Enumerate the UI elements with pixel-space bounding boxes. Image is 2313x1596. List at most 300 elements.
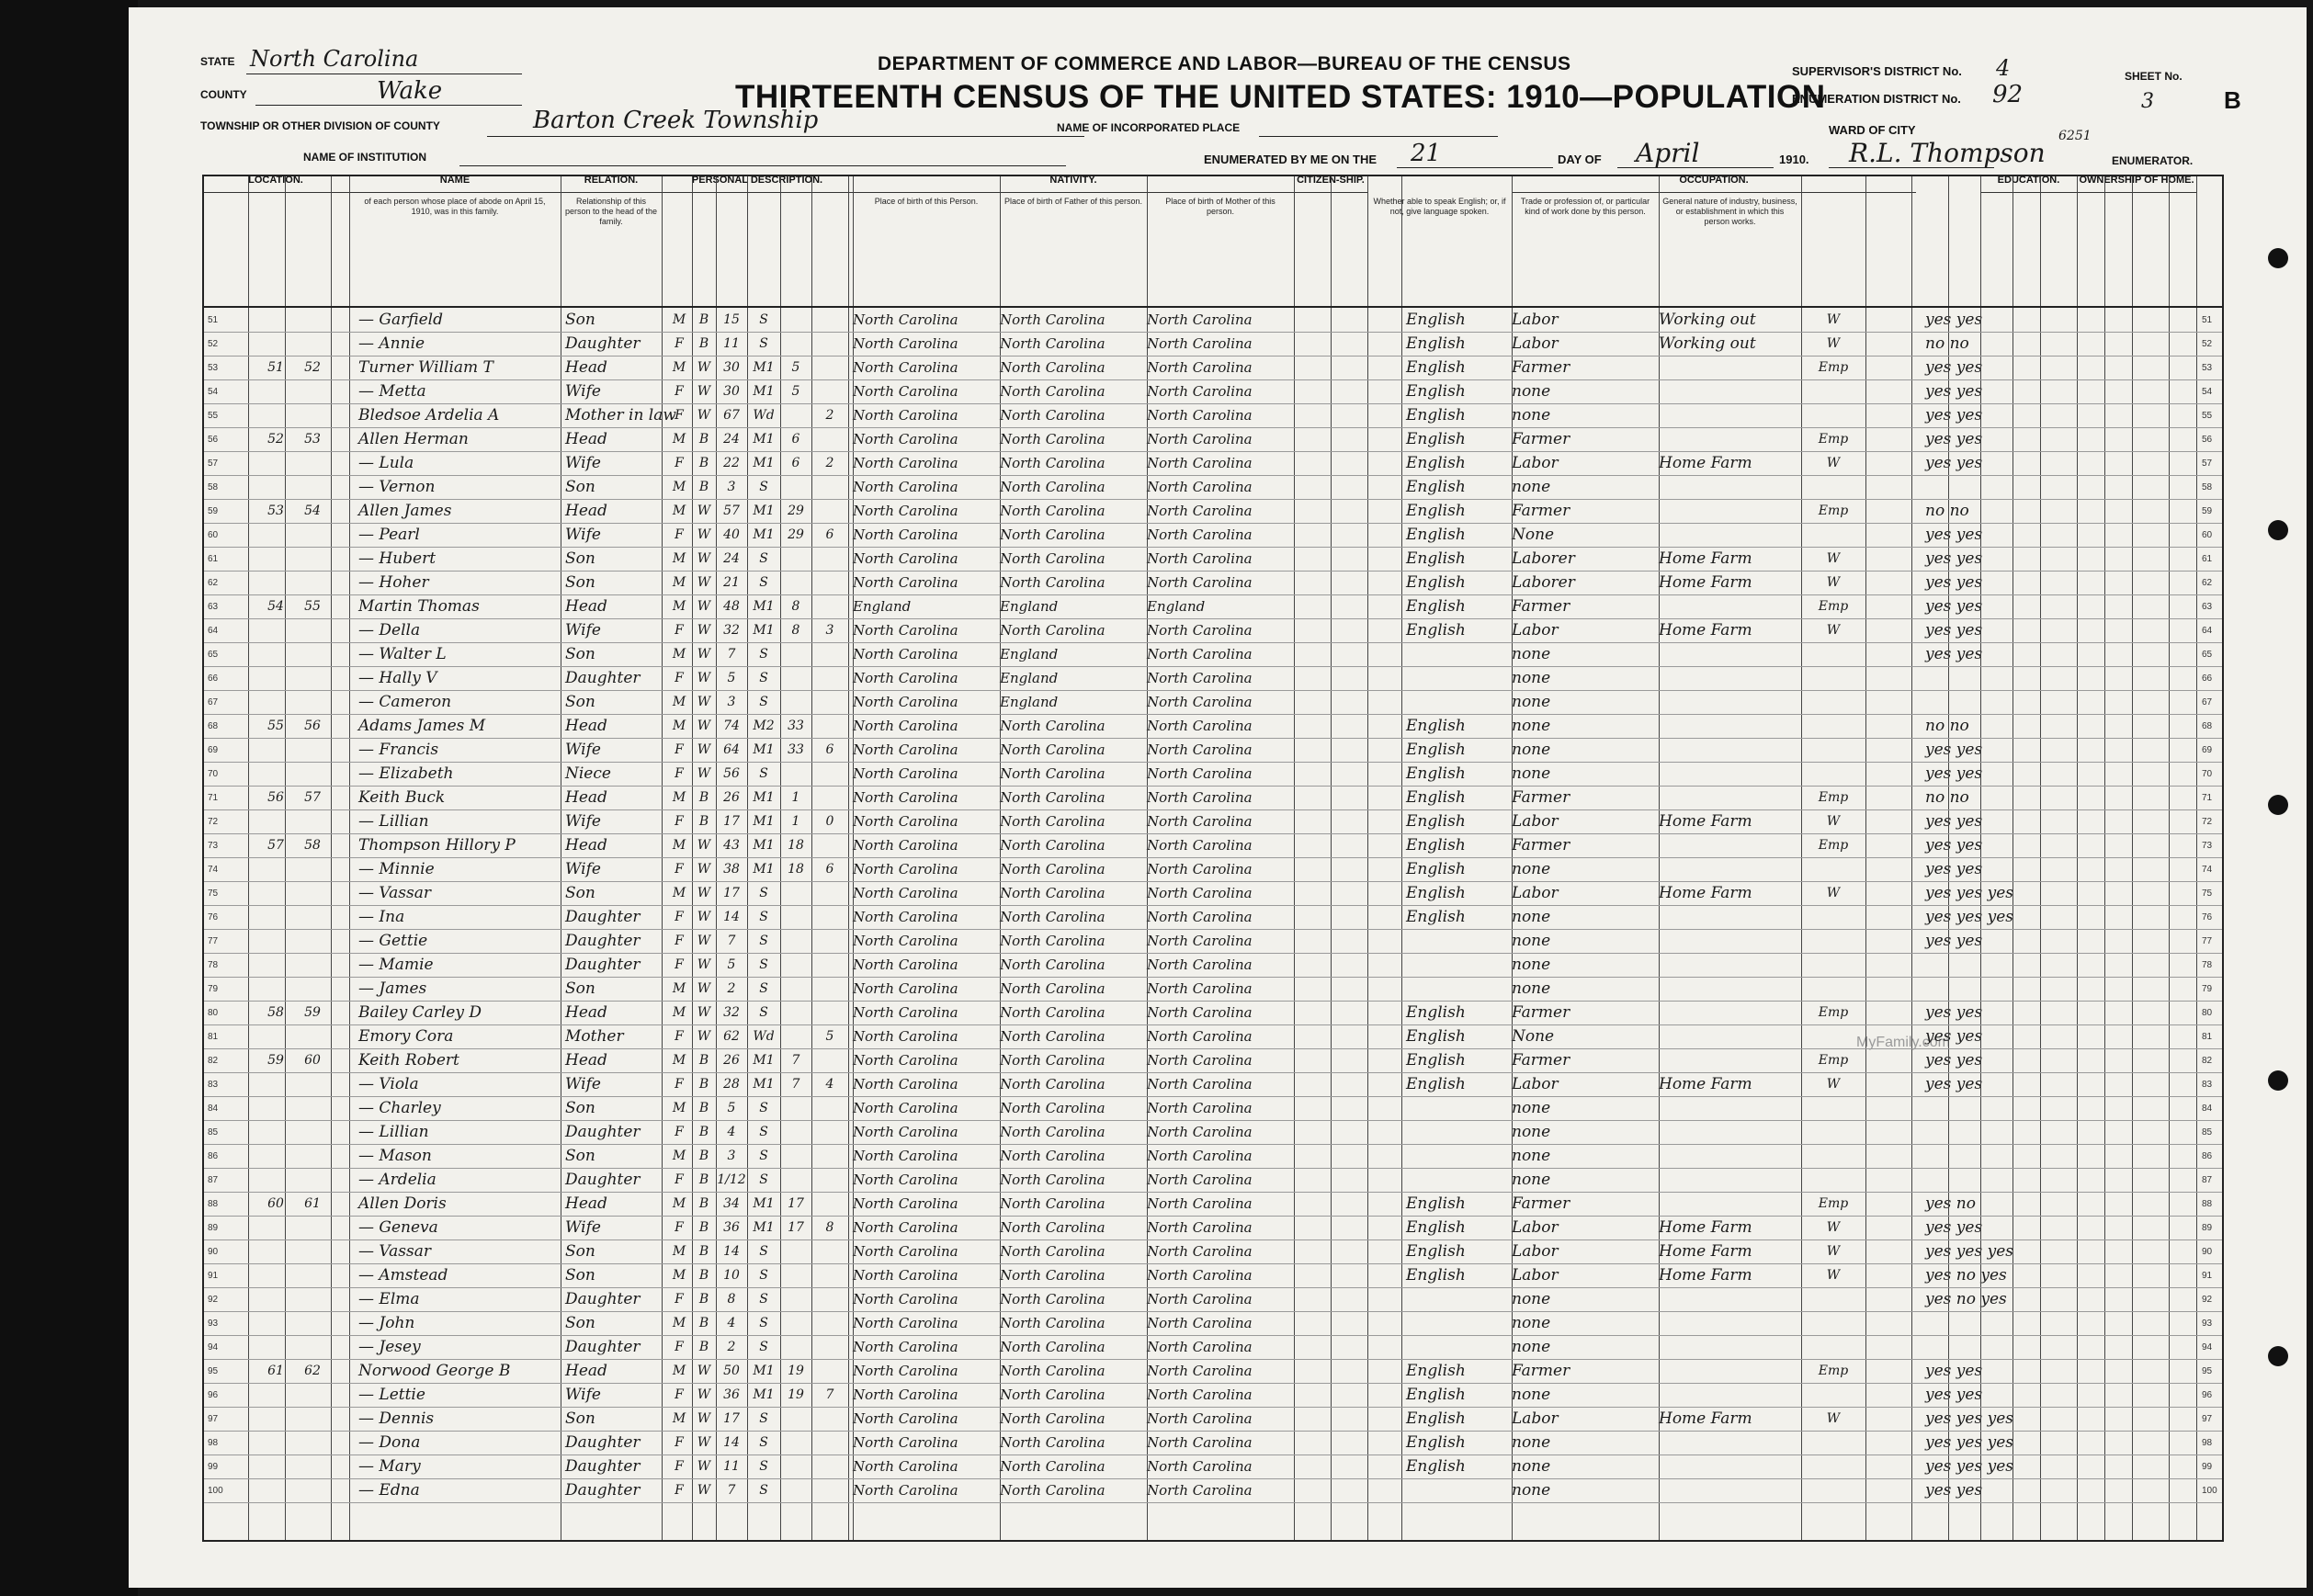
cell-name: Thompson Hillory P [358,836,516,855]
cell-yrs: 33 [788,719,804,733]
cell-race: B [698,1316,709,1330]
cell-race: W [697,504,711,518]
cell-race: W [697,1005,711,1020]
cell-race: W [697,719,711,733]
cell-dw [257,1144,294,1168]
cell-ch [811,547,848,571]
cell-age: 3 [727,480,736,494]
cell-trade: none [1512,1123,1551,1141]
cell-fam [294,953,331,977]
table-row [202,1144,2224,1168]
cell-dw [257,1120,294,1144]
cell-name: Keith Robert [358,1051,459,1070]
cell-race: B [698,814,709,829]
cell-fam [294,738,331,762]
cell-race: W [697,527,711,542]
cell-bp: North Carolina [853,455,958,471]
row-number: 92 [208,1295,219,1305]
row-rule [202,857,2224,858]
cell-age: 5 [727,671,736,685]
cell-emp: W [1826,886,1841,900]
cell-race: W [697,1411,711,1426]
cell-name: — Lillian [358,812,429,831]
cell-bf: North Carolina [1000,1004,1105,1021]
row-number: 76 [208,912,219,923]
cell-bm: North Carolina [1147,1410,1253,1427]
cell-ind [1659,1168,1797,1192]
cell-bp: North Carolina [853,885,958,901]
cell-yrs: 6 [791,456,800,470]
cell-bf: England [1000,598,1059,615]
row-rule [202,1001,2224,1002]
row-rule [202,786,2224,787]
cell-bm: North Carolina [1147,1100,1253,1116]
row-number: 93 [2202,1319,2213,1329]
row-rule [202,833,2224,834]
cell-name: Allen Doris [358,1194,447,1213]
cell-emp: W [1826,575,1841,590]
cell-age: 14 [723,910,740,924]
cell-edu: yes yes [1925,812,1983,831]
cell-fam [294,1144,331,1168]
cell-sex: F [675,1220,684,1235]
cell-lang [1406,1311,1512,1335]
cell-ch [811,1096,848,1120]
table-row [202,1287,2224,1311]
cell-emp [1806,523,1861,547]
cell-trade: none [1512,979,1551,998]
cell-mar: M1 [753,790,775,805]
cell-emp [1806,929,1861,953]
cell-ind: Home Farm [1659,454,1752,472]
cell-rel: Head [565,717,607,735]
cell-name: — Metta [358,382,426,401]
cell-lang: English [1406,788,1466,807]
sheet-value: 3 [2141,90,2154,113]
cell-emp: Emp [1818,599,1849,614]
cell-rel: Mother in law [565,406,676,424]
cell-sex: M [672,790,686,805]
column-group-header: PERSONAL DESCRIPTION. [662,175,853,193]
cell-name: — Della [358,621,421,640]
cell-fam [294,881,331,905]
table-row [202,1407,2224,1431]
cell-rel: Head [565,358,607,377]
cell-name: — Ardelia [358,1171,437,1189]
cell-ch [811,1407,848,1431]
cell-mar: S [759,551,768,566]
cell-ch [811,786,848,809]
row-number: 55 [2202,411,2213,421]
cell-bm: North Carolina [1147,1004,1253,1021]
cell-fam [294,1478,331,1502]
cell-sex: M [672,838,686,853]
row-number: 91 [2202,1271,2213,1281]
cell-emp: W [1826,1268,1841,1283]
cell-bf: North Carolina [1000,1339,1105,1355]
cell-name: — John [358,1314,415,1332]
cell-emp [1806,905,1861,929]
cell-sex: F [675,934,684,948]
cell-race: W [697,384,711,399]
cell-lang: English [1406,764,1466,783]
cell-dw [257,1335,294,1359]
column-group-header: RELATION. [561,175,662,193]
cell-trade: none [1512,406,1551,424]
cell-yrs [780,762,811,786]
cell-ch [811,499,848,523]
cell-age: 17 [723,814,740,829]
cell-edu: yes yes [1925,549,1983,568]
cell-ind: Working out [1659,334,1756,353]
cell-race: B [698,790,709,805]
row-rule [202,1239,2224,1240]
cell-ind: Home Farm [1659,1075,1752,1093]
cell-yrs: 17 [788,1196,804,1211]
cell-mar: M1 [753,814,775,829]
cell-mar: S [759,1483,768,1498]
cell-name: Allen James [358,502,452,520]
cell-sex: F [675,336,684,351]
cell-trade: Farmer [1512,358,1570,377]
cell-bm: North Carolina [1147,1076,1253,1092]
row-rule [202,499,2224,500]
cell-age: 38 [723,862,740,877]
cell-rel: Wife [565,1075,601,1093]
cell-rel: Son [565,1242,595,1261]
cell-name: — Mamie [358,956,434,974]
row-number: 72 [208,817,219,827]
cell-emp [1806,642,1861,666]
cell-ch [811,905,848,929]
table-row [202,1455,2224,1478]
cell-dw [257,403,294,427]
cell-age: 24 [723,432,740,447]
cell-fam [294,1072,331,1096]
table-row [202,1072,2224,1096]
cell-bm: North Carolina [1147,1315,1253,1331]
cell-fam [294,1407,331,1431]
cell-bm: England [1147,598,1206,615]
row-number: 96 [208,1390,219,1400]
cell-yrs: 8 [791,599,800,614]
cell-ch: 6 [825,862,834,877]
cell-trade: none [1512,1171,1551,1189]
cell-trade: none [1512,764,1551,783]
cell-race: B [698,336,709,351]
cell-trade: none [1512,860,1551,878]
table-row [202,1359,2224,1383]
cell-bf: North Carolina [1000,718,1105,734]
cell-bm: North Carolina [1147,311,1253,328]
cell-lang [1406,953,1512,977]
column-group-header: NATIVITY. [853,175,1294,193]
cell-ind [1659,1335,1797,1359]
cell-dw: 59 [267,1053,284,1068]
cell-rel: Daughter [565,1338,641,1356]
cell-age: 62 [723,1029,740,1044]
cell-dw [257,1072,294,1096]
cell-name: Bledsoe Ardelia A [358,406,500,424]
row-number: 94 [2202,1342,2213,1353]
cell-rel: Daughter [565,334,641,353]
cell-bm: North Carolina [1147,741,1253,758]
table-row [202,571,2224,594]
cell-bp: North Carolina [853,622,958,639]
cell-rel: Niece [565,764,611,783]
day-of-label: DAY OF [1558,153,1602,166]
cell-dw [257,929,294,953]
cell-bf: North Carolina [1000,526,1105,543]
cell-ch [811,308,848,332]
cell-yrs [780,1120,811,1144]
cell-mar: S [759,1149,768,1163]
cell-bf: North Carolina [1000,359,1105,376]
cell-ind [1659,714,1797,738]
cell-mar: M1 [753,384,775,399]
cell-race: W [697,647,711,662]
cell-lang [1406,642,1512,666]
cell-mar: M1 [753,599,775,614]
row-number: 88 [2202,1199,2213,1209]
cell-emp [1806,1287,1861,1311]
cell-rel: Head [565,1362,607,1380]
cell-mar: S [759,886,768,900]
cell-emp [1806,379,1861,403]
cell-dw: 51 [267,360,284,375]
cell-ind [1659,523,1797,547]
cell-mar: S [759,695,768,709]
cell-bf: North Carolina [1000,1100,1105,1116]
state-label: STATE [200,55,235,68]
cell-ch [811,475,848,499]
cell-rel: Head [565,502,607,520]
cell-yrs [780,977,811,1001]
cell-edu: yes yes [1925,741,1983,759]
row-number: 97 [2202,1414,2213,1424]
cell-lang: English [1406,549,1466,568]
cell-bf: North Carolina [1000,622,1105,639]
cell-trade: none [1512,1433,1551,1452]
row-number: 53 [2202,363,2213,373]
cell-bp: North Carolina [853,431,958,447]
cell-lang: English [1406,406,1466,424]
cell-yrs [780,929,811,953]
cell-ch [811,594,848,618]
cell-bm: North Carolina [1147,1124,1253,1140]
cell-emp: Emp [1818,790,1849,805]
row-rule [202,977,2224,978]
cell-trade: none [1512,1314,1551,1332]
row-number: 57 [2202,458,2213,469]
cell-dw: 56 [267,790,284,805]
table-row [202,1431,2224,1455]
row-number: 68 [208,721,219,731]
row-rule [202,1359,2224,1360]
cell-bp: North Carolina [853,765,958,782]
cell-name: — Vassar [358,884,431,902]
cell-bf: North Carolina [1000,933,1105,949]
table-row [202,547,2224,571]
cell-ind [1659,1359,1797,1383]
cell-bp: North Carolina [853,837,958,854]
cell-age: 40 [723,527,740,542]
cell-fam: 58 [304,838,321,853]
cell-sex: F [675,1435,684,1450]
cell-edu: yes yes [1925,645,1983,663]
cell-lang: English [1406,430,1466,448]
cell-ind [1659,403,1797,427]
cell-sex: M [672,551,686,566]
cell-fam [294,1335,331,1359]
cell-bm: North Carolina [1147,813,1253,830]
row-rule [202,1407,2224,1408]
cell-race: B [698,1292,709,1307]
cell-bp: North Carolina [853,694,958,710]
cell-bm: North Carolina [1147,574,1253,591]
table-row [202,857,2224,881]
cell-lang: English [1406,1409,1466,1428]
cell-mar: S [759,957,768,972]
cell-name: — Elizabeth [358,764,454,783]
cell-fam [294,1383,331,1407]
cell-ind: Home Farm [1659,884,1752,902]
cell-age: 11 [723,336,740,351]
cell-ch [811,1192,848,1216]
binding-hole [2268,795,2288,815]
cell-age: 36 [723,1387,740,1402]
cell-trade: Labor [1512,1218,1559,1237]
cell-fam [294,475,331,499]
cell-race: W [697,1387,711,1402]
cell-ind [1659,833,1797,857]
cell-lang: English [1406,1386,1466,1404]
row-number: 64 [2202,626,2213,636]
cell-ind [1659,1024,1797,1048]
cell-bm: North Carolina [1147,1482,1253,1499]
cell-fam [294,1168,331,1192]
cell-bm: North Carolina [1147,335,1253,352]
cell-dw [257,523,294,547]
cell-yrs [780,547,811,571]
row-rule [202,356,2224,357]
table-row [202,523,2224,547]
cell-bp: North Carolina [853,1243,958,1260]
cell-bp: North Carolina [853,1172,958,1188]
cell-fam [294,1287,331,1311]
cell-race: B [698,1101,709,1115]
cell-trade: none [1512,908,1551,926]
cell-trade: Labor [1512,1266,1559,1285]
cell-age: 67 [723,408,740,423]
cell-rel: Wife [565,812,601,831]
cell-age: 32 [723,1005,740,1020]
cell-bp: North Carolina [853,861,958,877]
cell-emp: W [1826,1411,1841,1426]
cell-race: W [697,551,711,566]
cell-lang: English [1406,1242,1466,1261]
row-number: 94 [208,1342,219,1353]
cell-name: — Vernon [358,478,436,496]
table-row [202,642,2224,666]
row-rule [202,1383,2224,1384]
cell-rel: Daughter [565,932,641,950]
cell-bp: North Carolina [853,1482,958,1499]
cell-name: Turner William T [358,358,493,377]
cell-bm: North Carolina [1147,1387,1253,1403]
cell-lang [1406,690,1512,714]
cell-bf: England [1000,646,1059,662]
row-number: 58 [208,482,219,492]
cell-yrs [780,1287,811,1311]
row-number: 83 [2202,1080,2213,1090]
cell-bp: North Carolina [853,1148,958,1164]
cell-age: 2 [727,981,736,996]
cell-mar: M2 [753,719,775,733]
cell-sex: F [675,527,684,542]
table-row [202,379,2224,403]
cell-bf: North Carolina [1000,956,1105,973]
cell-yrs [780,953,811,977]
cell-bf: North Carolina [1000,1148,1105,1164]
cell-ind [1659,427,1797,451]
cell-bp: North Carolina [853,956,958,973]
cell-bf: North Carolina [1000,1243,1105,1260]
cell-fam: 61 [304,1196,321,1211]
table-row [202,953,2224,977]
cell-ch: 3 [825,623,834,638]
cell-rel: Daughter [565,1290,641,1308]
cell-bp: North Carolina [853,980,958,997]
row-rule [202,1502,2224,1503]
cell-sex: F [675,671,684,685]
cell-bf: North Carolina [1000,1363,1105,1379]
cell-dw [257,379,294,403]
cell-sex: M [672,1053,686,1068]
cell-mar: S [759,575,768,590]
cell-race: W [697,575,711,590]
cell-mar: S [759,1005,768,1020]
cell-bp: North Carolina [853,1052,958,1069]
cell-mar: S [759,1101,768,1115]
cell-bm: North Carolina [1147,359,1253,376]
cell-fam [294,1263,331,1287]
cell-age: 21 [723,575,740,590]
cell-ch [811,1263,848,1287]
cell-rel: Head [565,430,607,448]
cell-rel: Son [565,1266,595,1285]
cell-bm: North Carolina [1147,1148,1253,1164]
cell-trade: none [1512,382,1551,401]
cell-race: W [697,910,711,924]
cell-ch [811,1287,848,1311]
cell-yrs [780,1311,811,1335]
table-row [202,1120,2224,1144]
cell-ch [811,977,848,1001]
cell-trade: none [1512,1457,1551,1476]
cell-rel: Head [565,788,607,807]
row-number: 77 [208,936,219,946]
cell-edu: no no [1925,788,1969,807]
cell-emp: Emp [1818,1196,1849,1211]
cell-sex: M [672,432,686,447]
cell-edu: yes yes [1925,406,1983,424]
cell-fam: 57 [304,790,321,805]
cell-race: W [697,360,711,375]
cell-bf: North Carolina [1000,1315,1105,1331]
table-row [202,1383,2224,1407]
cell-fam [294,1455,331,1478]
